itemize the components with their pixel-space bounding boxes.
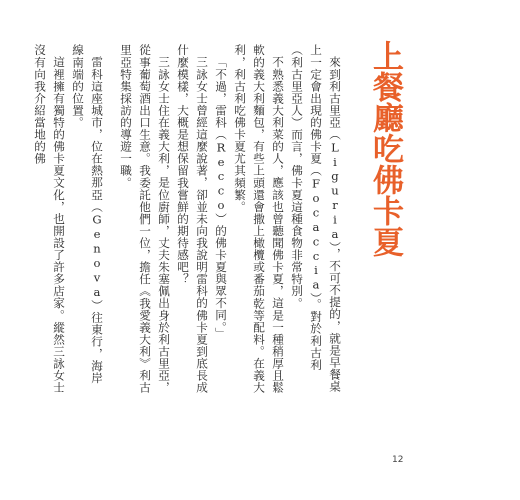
paragraph-2: 不熟悉義大利菜的人，應該也曾聽聞佛卡夏，這是一種稍厚且鬆軟的義大利麵包，有些上頭還會撒上橄欖或番茄乾等配料。在義大利，利古利吃佛卡夏尤其頻繁。 [233,44,285,394]
paragraph-7: 這裡擁有獨特的佛卡夏文化，也開設了許多店家。縱然三詠女士沒有向我介紹當地的佛 [33,44,66,393]
body-text [4,44,344,394]
paragraph-6: 雷科這座城市，位在熱那亞（Genova）往東行，海岸線南端的位置。 [71,44,104,384]
paragraph-4: 三詠女士曾經這麼說著，卻並未向我說明雷科的佛卡夏到底長成什麼模樣，大概是想保留我嘗鮮的期待感吧？ [176,44,209,393]
paragraph-5: 三詠女士住在義大利，是位廚師，丈夫朱塞佩出身於利古里亞，從事葡萄酒出口生意。我委託他們一位，擔任《我愛義大利》利古里亞特集採訪的導遊一職。 [119,44,171,394]
paragraph-3: 「不過，雷科（Recco）的佛卡夏與眾不同。」 [214,55,228,339]
paragraph-1: 來到利古里亞（Liguria），不可不提的，就是早餐桌上一定會出現的佛卡夏（Focaccia）。對於利古利（利古里亞人）而言，佛卡夏這種食物非常特別。 [290,44,342,392]
chapter-title: 上餐廳吃佛卡夏 [367,40,403,257]
page-number: 12 [392,455,404,465]
